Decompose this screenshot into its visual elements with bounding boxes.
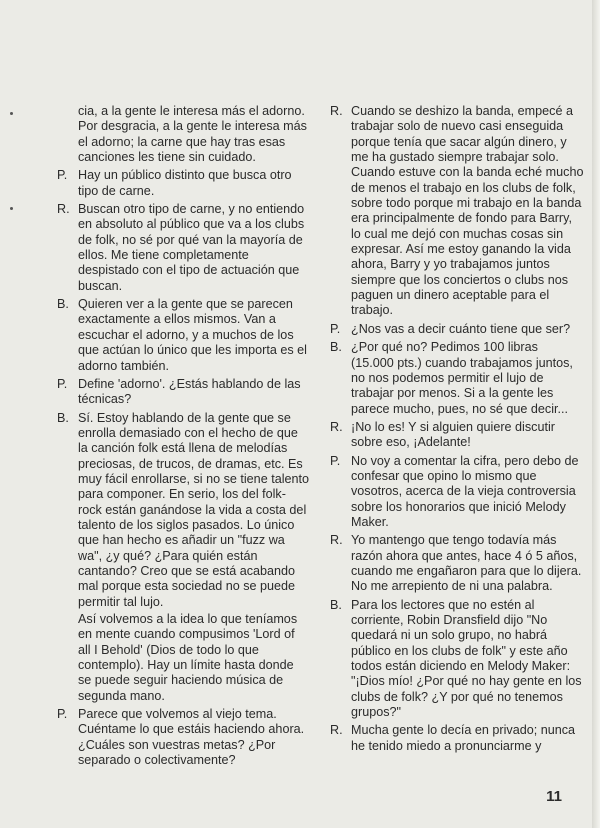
entry-text: Yo mantengo que tengo todavía más razón ahora que antes, hace 4 ó 5 años, cuando me engañaron para que lo dijera. No me arrepiento de ni una palabra. <box>351 533 582 594</box>
entry-text: Parece que volvemos al viejo tema. Cuéntame lo que estáis haciendo ahora. ¿Cuáles son vuestras metas? ¿Por separado o colectivamente? <box>78 707 305 768</box>
entry-text: ¿Por qué no? Pedimos 100 libras (15.000 pts.) cuando trabajamos juntos, no nos podemos permitir el lujo de trabajar por menos. Si a la gente les parece mucho, pues, no sé que decir... <box>351 340 573 416</box>
speaker-label: P. <box>57 168 68 183</box>
speaker-label: B. <box>57 297 69 312</box>
entry-text: Mucha gente lo decía en privado; nunca he tenido miedo a pronunciarme y <box>351 723 576 753</box>
interview-entry <box>57 202 309 294</box>
speaker-label: B. <box>330 597 342 612</box>
entry-text: Para los lectores que no estén al corriente, Robin Dransfield dijo "No quedará ni un solo grupo, no habrá público en los clubs de folk" y este año todos están diciendo en Melody Maker: "¡Dios mío! ¿Por qué no hay gente en los clubs de folk? ¿Y por qué no tenemos grupos?" <box>351 597 582 720</box>
interview-entry <box>330 723 584 754</box>
interview-entry <box>330 454 584 531</box>
margin-mark <box>10 207 13 210</box>
entry-text: Quieren ver a la gente que se parecen exactamente a ellos mismos. Van a escuchar el adorno, y a muchos de los que actúan lo único que les importa es el adorno también. <box>78 297 307 373</box>
speaker-label: R. <box>330 533 343 548</box>
margin-mark <box>10 112 13 115</box>
entry-text: Hay un público distinto que busca otro tipo de carne. <box>78 168 292 198</box>
page-edge <box>592 0 600 828</box>
entry-text: cia, a la gente le interesa más el adorno. Por desgracia, a la gente le interesa más el adorno; la carne que hay tras esas canciones les tiene sin cuidado. <box>78 104 307 165</box>
interview-entry <box>57 297 309 374</box>
speaker-label: P. <box>57 376 68 391</box>
interview-entry <box>330 322 584 337</box>
speaker-label: P. <box>330 453 341 468</box>
speaker-label: R. <box>330 104 343 118</box>
entry-text: Cuando se deshizo la banda, empecé a trabajar solo de nuevo casi enseguida porque tenía que sacar algún dinero, y me ha gustado siempre trabajar solo. Cuando estuve con la banda eché mucho de menos el trabajo en los clubs de folk, sobre todo porque mi trabajo en la banda era principalmente de fondo para Barry, lo cual me dejó con muchas cosas sin expresar. Así me estoy ganando la vida ahora, Barry y yo trabajamos juntos siempre que los conciertos o clubs nos paguen un dinero aceptable para el trabajo. <box>351 104 584 318</box>
interview-entry <box>57 168 309 199</box>
interview-entry <box>330 340 584 417</box>
interview-entry <box>330 104 584 319</box>
entry-text: Sí. Estoy hablando de la gente que se enrolla demasiado con el hecho de que la canción folk está llena de melodías preciosas, de trucos, de dramas, etc. Es muy fácil enrollarse, si no se tiene talento para componer. En serio, los del folk-rock están ganándose la vida a costa del talento de los siglos pasados. Lo único que han hecho es añadir un "fuzz wa wa", ¿y qué? ¿Para quién están cantando? Creo que se está acabando mal porque esta sociedad no se puede permitir tal lujo. <box>78 410 310 609</box>
interview-entry <box>57 411 309 705</box>
speaker-label: P. <box>330 321 341 336</box>
speaker-label: B. <box>330 340 342 355</box>
interview-entry <box>57 377 309 408</box>
entry-text: Define 'adorno'. ¿Estás hablando de las técnicas? <box>78 376 301 407</box>
entry-text: Buscan otro tipo de carne, y no entiendo en absoluto al público que va a los clubs de folk, no sé por qué van la mayoría de ellos. Me tiene completamente despistado con el tipo de actuación que buscan. <box>78 202 305 293</box>
interview-entry <box>330 533 584 594</box>
interview-entry <box>57 104 309 165</box>
entry-text: Así volvemos a la idea lo que teníamos en mente cuando compusimos 'Lord of all I Behold' (Dios de todo lo que contemplo). Hay un límite hasta donde se puede seguir haciendo música de segunda mano. <box>78 612 298 703</box>
entry-text: No voy a comentar la cifra, pero debo de confesar que opino lo mismo que vosotros, acerca de la vieja controversia sobre los honorarios que inició Melody Maker. <box>351 453 579 529</box>
interview-entry <box>330 420 584 451</box>
speaker-label: R. <box>57 202 70 217</box>
speaker-label: B. <box>57 410 69 425</box>
interview-entry <box>57 707 309 768</box>
entry-text: ¿Nos vas a decir cuánto tiene que ser? <box>351 321 571 336</box>
speaker-label: R. <box>330 419 343 434</box>
speaker-label: P. <box>57 707 68 722</box>
entry-text: ¡No lo es! Y si alguien quiere discutir sobre eso, ¡Adelante! <box>351 419 555 450</box>
right-column <box>330 104 584 757</box>
left-column <box>57 104 309 771</box>
interview-entry <box>330 598 584 721</box>
page-number: 11 <box>546 788 562 805</box>
speaker-label: R. <box>330 723 343 738</box>
